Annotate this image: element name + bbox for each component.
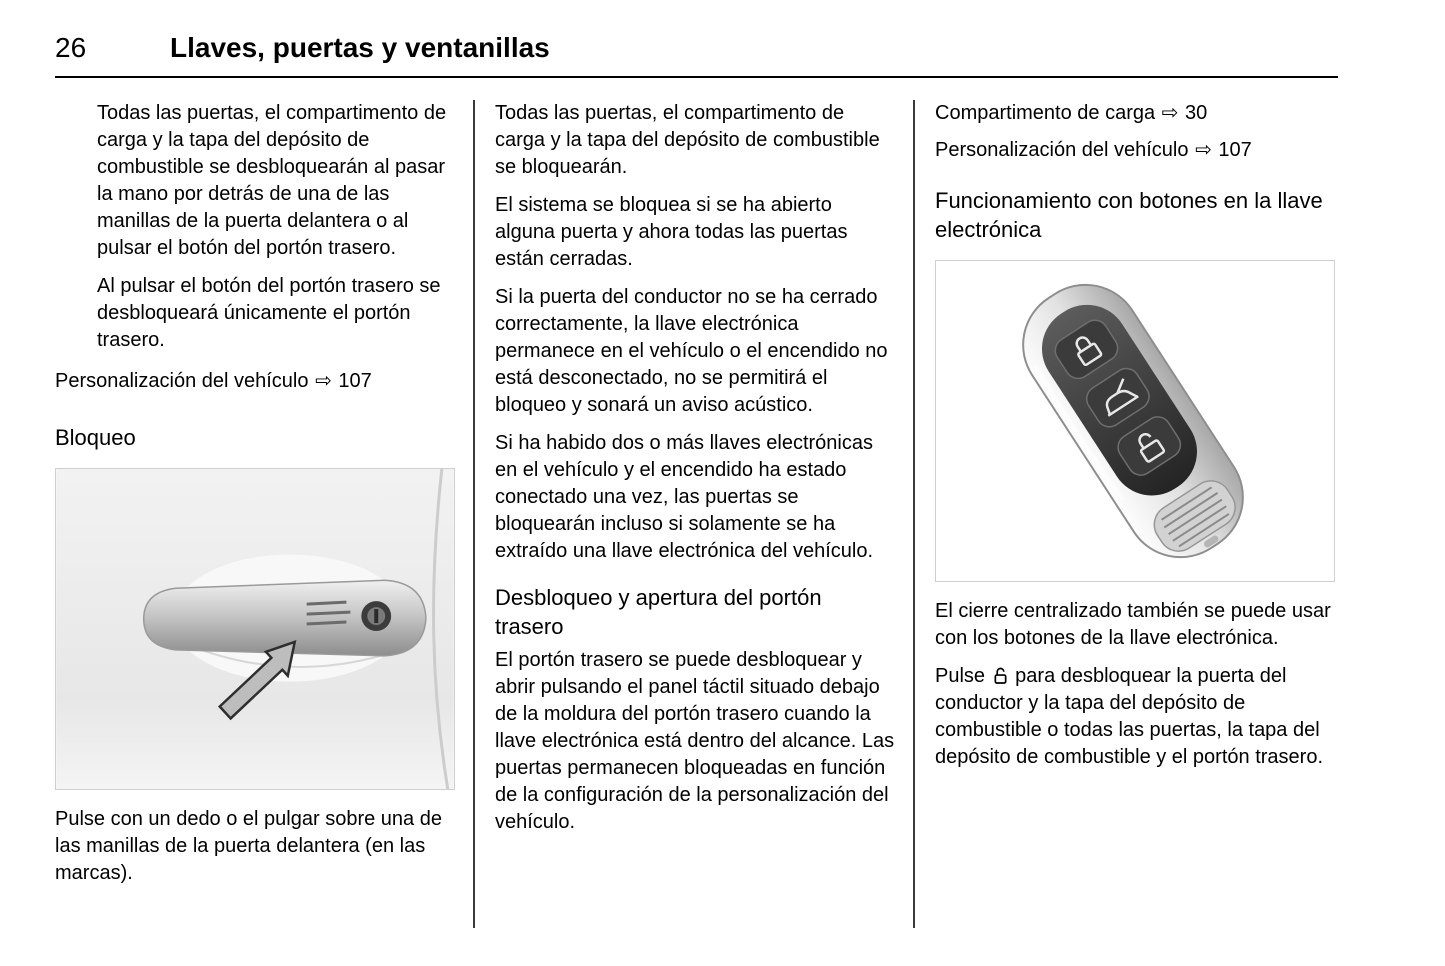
pulse-text-after: para desbloquear la puerta del conductor y la tapa del depósito de combustible o todas las puertas, la tapa del depósito de combustible y el portón trasero. xyxy=(935,665,1323,768)
reference-page-number: 107 xyxy=(338,370,372,392)
header-rule xyxy=(55,76,1338,78)
column-1 xyxy=(55,100,455,928)
page-number: 26 xyxy=(55,32,87,63)
reference-arrow-icon: ⇨ xyxy=(1195,139,1212,161)
bullet-text: Al pulsar el botón del portón trasero se desbloqueará únicamente el portón trasero. xyxy=(97,275,441,351)
bullet-item xyxy=(55,273,455,354)
paragraph-pulse-unlock xyxy=(935,663,1335,771)
content-columns xyxy=(55,100,1445,928)
section-heading-bloqueo: Bloqueo xyxy=(55,425,136,450)
reference-label: Personalización del vehículo xyxy=(935,139,1189,161)
electronic-key-illustration xyxy=(935,260,1335,582)
column-divider xyxy=(473,100,475,928)
cross-reference-personalization xyxy=(55,368,455,395)
column-3 xyxy=(935,100,1335,928)
column-2 xyxy=(495,100,895,928)
open-padlock-icon xyxy=(993,666,1008,685)
paragraph: Si ha habido dos o más llaves electrónicas en el vehículo y el encendido ha estado conectado una vez, las puertas se bloquearán incluso si solamente se ha extraído una llave electrónica del vehículo. xyxy=(495,432,874,562)
pulse-text-before: Pulse xyxy=(935,665,986,687)
reference-page-number: 107 xyxy=(1218,139,1252,161)
cross-reference-personalization xyxy=(935,137,1335,164)
paragraph: El sistema se bloquea si se ha abierto alguna puerta y ahora todas las puertas están cerradas. xyxy=(495,194,848,270)
paragraph: Todas las puertas, el compartimento de carga y la tapa del depósito de combustible se bloquearán. xyxy=(495,102,880,178)
bullet-marker xyxy=(55,273,97,354)
bullet-text: Todas las puertas, el compartimento de carga y la tapa del depósito de combustible se desbloquearán al pasar la mano por detrás de una de las manillas de la puerta delantera o al pulsar el botón del portón trasero. xyxy=(97,102,447,259)
reference-label: Compartimento de carga xyxy=(935,102,1156,124)
reference-label: Personalización del vehículo xyxy=(55,370,309,392)
section-heading-desbloqueo-porton: Desbloqueo y apertura del portón trasero xyxy=(495,585,822,639)
door-handle-illustration xyxy=(55,468,455,790)
paragraph: Si la puerta del conductor no se ha cerrado correctamente, la llave electrónica permanece en el vehículo o el encendido no está desconectado, no se permitirá el bloqueo y sonará un aviso acústico. xyxy=(495,286,888,416)
door-handle-caption: Pulse con un dedo o el pulgar sobre una de las manillas de la puerta delantera (en las marcas). xyxy=(55,808,442,884)
reference-arrow-icon: ⇨ xyxy=(315,370,332,392)
cross-reference-cargo xyxy=(935,100,1335,127)
reference-page-number: 30 xyxy=(1185,102,1208,124)
chapter-title: Llaves, puertas y ventanillas xyxy=(170,32,550,63)
bullet-marker xyxy=(55,100,97,262)
paragraph: El cierre centralizado también se puede usar con los botones de la llave electrónica. xyxy=(935,600,1331,649)
cross-reference-group xyxy=(935,100,1335,164)
bullet-item xyxy=(55,100,455,262)
reference-arrow-icon: ⇨ xyxy=(1161,102,1179,124)
page-header xyxy=(55,32,1445,64)
column-divider xyxy=(913,100,915,928)
paragraph: El portón trasero se puede desbloquear y abrir pulsando el panel táctil situado debajo de la moldura del portón trasero cuando la llave electrónica está dentro del alcance. Las puertas permanecen bloqueadas en función de la configuración de la personalización del vehículo. xyxy=(495,649,895,833)
section-heading-funcionamiento-botones: Funcionamiento con botones en la llave electrónica xyxy=(935,188,1323,242)
